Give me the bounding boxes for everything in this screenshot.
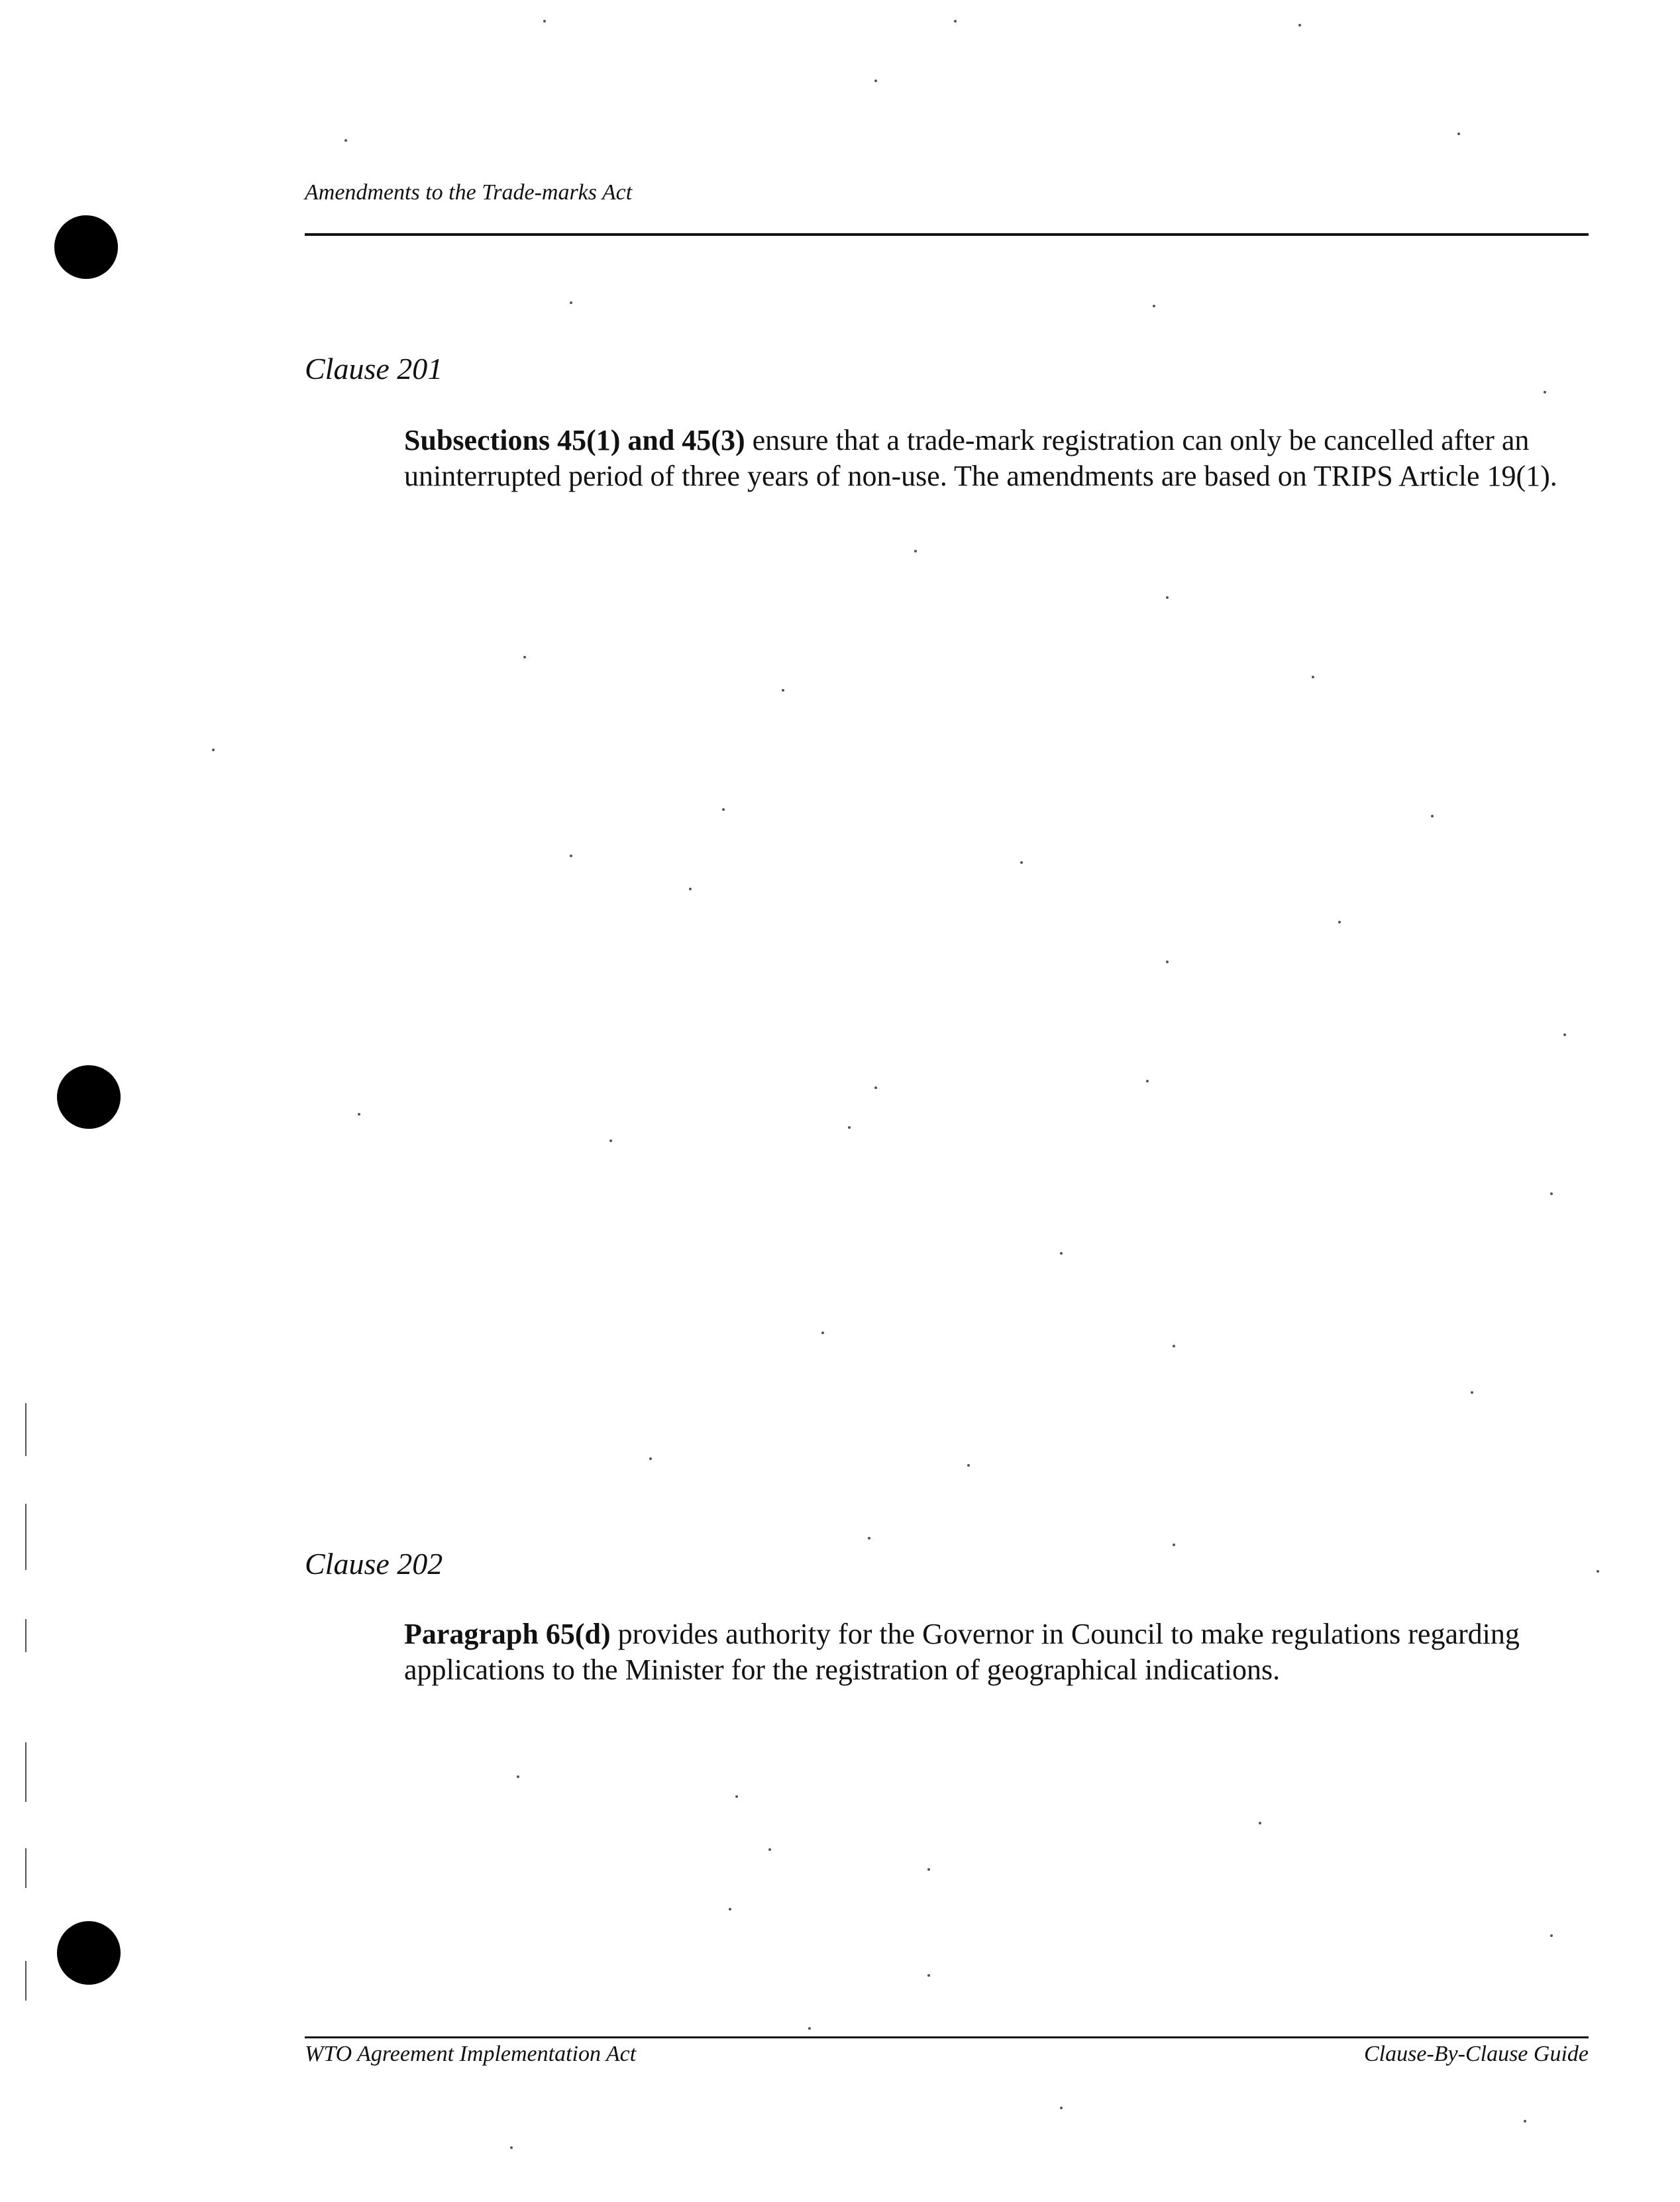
clause-201-reference: Subsections 45(1) and 45(3) bbox=[404, 424, 745, 456]
scan-speck bbox=[689, 888, 692, 890]
scan-speck bbox=[729, 1908, 731, 1911]
scan-speck bbox=[649, 1457, 652, 1460]
scan-speck bbox=[1338, 921, 1341, 923]
scan-speck bbox=[1173, 1345, 1175, 1347]
scan-speck bbox=[510, 2146, 513, 2149]
scan-speck bbox=[358, 1113, 360, 1116]
scan-speck bbox=[821, 1332, 824, 1334]
scan-speck bbox=[517, 1775, 519, 1778]
scan-edge-mark bbox=[25, 1504, 26, 1570]
clause-202-reference: Paragraph 65(d) bbox=[404, 1618, 611, 1650]
scan-speck bbox=[1550, 1192, 1553, 1195]
clause-201-heading: Clause 201 bbox=[305, 352, 443, 386]
clause-201-text: ensure that a trade-mark registration can only be cancelled after an uninterrupted period of three years of non-use. The amendments are based on TRIPS Article 19(1). bbox=[404, 424, 1557, 492]
scan-speck bbox=[768, 1848, 771, 1851]
scan-speck bbox=[1524, 2120, 1526, 2123]
scan-speck bbox=[1173, 1544, 1175, 1546]
scan-speck bbox=[1597, 1570, 1599, 1573]
scan-speck bbox=[954, 20, 957, 23]
scan-speck bbox=[927, 1868, 930, 1871]
scan-edge-mark bbox=[25, 1403, 26, 1456]
running-header: Amendments to the Trade-marks Act bbox=[305, 180, 633, 205]
scan-speck bbox=[735, 1795, 738, 1798]
scan-speck bbox=[782, 689, 784, 692]
scan-speck bbox=[543, 20, 546, 23]
scan-speck bbox=[874, 1086, 877, 1089]
scan-speck bbox=[1060, 2107, 1063, 2109]
scan-edge-mark bbox=[25, 1961, 26, 2001]
scan-speck bbox=[1312, 676, 1314, 678]
clause-202-heading: Clause 202 bbox=[305, 1547, 443, 1581]
scan-speck bbox=[1298, 24, 1301, 26]
scan-speck bbox=[1166, 961, 1169, 963]
scan-speck bbox=[967, 1464, 970, 1467]
clause-201-body bbox=[404, 423, 1597, 494]
scan-speck bbox=[868, 1537, 870, 1540]
scan-edge-mark bbox=[25, 1742, 26, 1802]
scan-speck bbox=[1060, 1252, 1063, 1255]
footer-rule bbox=[305, 2036, 1589, 2038]
scan-speck bbox=[1563, 1033, 1566, 1036]
footer-document-title: WTO Agreement Implementation Act bbox=[305, 2042, 637, 2066]
scan-speck bbox=[609, 1139, 612, 1142]
scan-edge-mark bbox=[25, 1848, 26, 1888]
scan-speck bbox=[570, 301, 572, 304]
scan-speck bbox=[722, 808, 725, 811]
scan-speck bbox=[1431, 815, 1434, 817]
scan-speck bbox=[1020, 861, 1023, 864]
scan-speck bbox=[1259, 1822, 1261, 1824]
scan-speck bbox=[1550, 1934, 1553, 1937]
scan-speck bbox=[927, 1974, 930, 1977]
clause-202-body bbox=[404, 1616, 1597, 1688]
binder-hole-bottom bbox=[57, 1921, 121, 1985]
scan-speck bbox=[1544, 391, 1546, 393]
binder-hole-top bbox=[54, 215, 118, 279]
clause-202-text: provides authority for the Governor in Council to make regulations regarding applications to the Minister for the registration of geographical indications. bbox=[404, 1618, 1520, 1686]
scan-speck bbox=[1146, 1080, 1149, 1082]
scan-speck bbox=[1471, 1391, 1473, 1394]
scan-speck bbox=[808, 2027, 811, 2030]
scan-speck bbox=[1457, 132, 1460, 135]
scan-speck bbox=[848, 1126, 851, 1129]
scan-speck bbox=[344, 139, 347, 142]
scan-speck bbox=[212, 749, 215, 751]
scan-speck bbox=[1153, 305, 1155, 307]
scan-speck bbox=[570, 855, 572, 857]
binder-hole-middle bbox=[57, 1065, 121, 1129]
scan-speck bbox=[914, 550, 917, 552]
header-rule bbox=[305, 233, 1589, 236]
scan-speck bbox=[523, 656, 526, 658]
scan-edge-mark bbox=[25, 1619, 26, 1652]
footer-guide-title: Clause-By-Clause Guide bbox=[1364, 2042, 1589, 2066]
scan-speck bbox=[874, 79, 877, 82]
scan-speck bbox=[1166, 596, 1169, 599]
